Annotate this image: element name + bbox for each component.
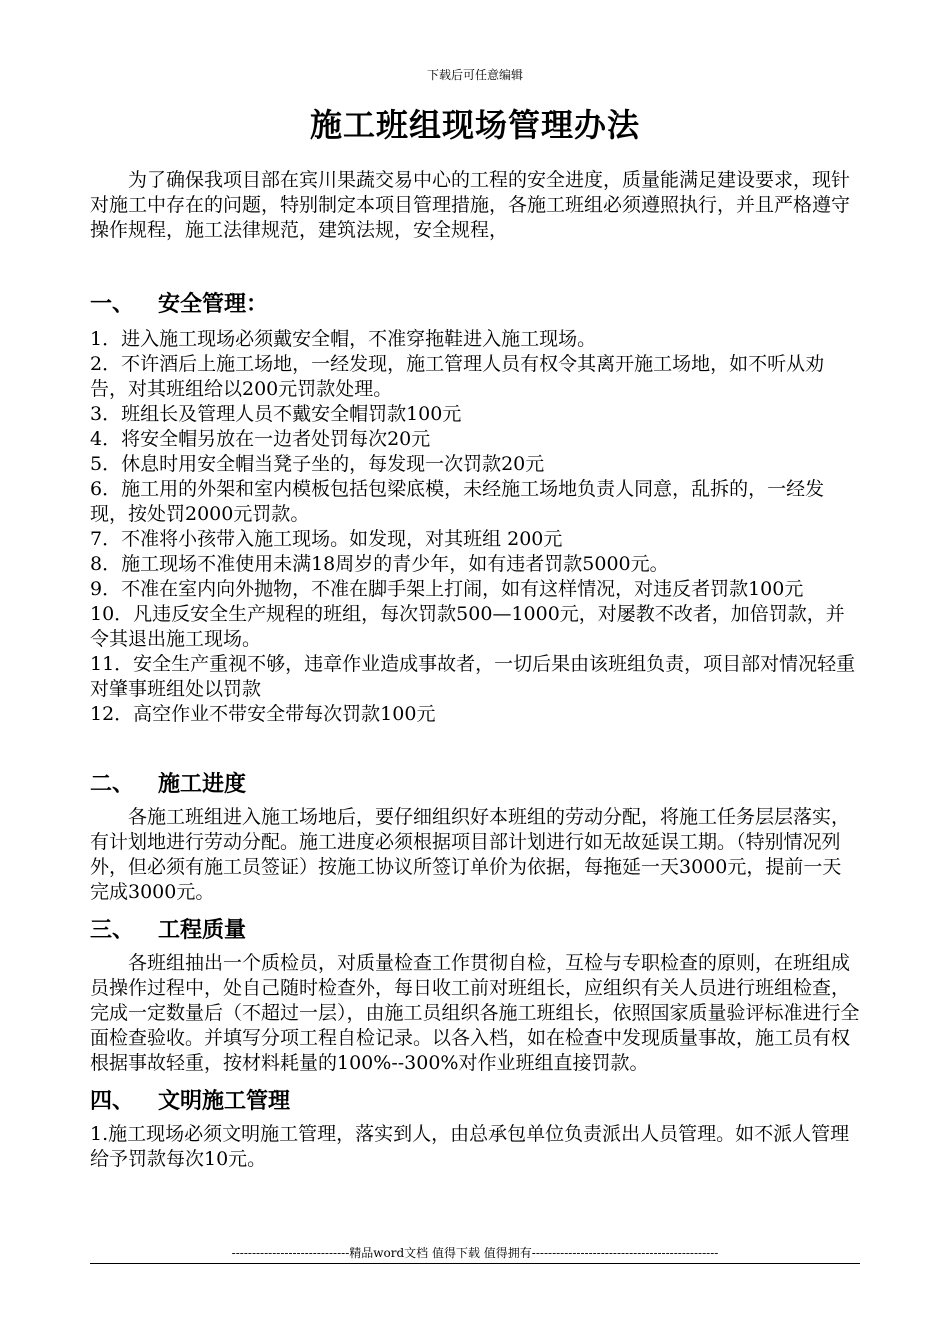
list-item: 9．不准在室内向外抛物，不准在脚手架上打闹，如有这样情况，对违反者罚款100元 [90,578,804,600]
section-heading-quality [90,915,860,945]
list-item: 11．安全生产重视不够，违章作业造成事故者，一切后果由该班组负责，项目部对情况轻重对肇事班组处以罚款 [90,653,856,700]
document-title: 施工班组现场管理办法 [309,106,640,144]
section-paragraph: 各班组抽出一个质检员，对质量检查工作贯彻自检，互检与专职检查的原则，在班组成员操作过程中，处自己随时检查外，每日收工前对班组长，应组织有关人员进行班组检查，完成一定数量后（不超过一层），由施工员组织各施工班组长，依照国家质量验评标准进行全面检查验收。并填写分项工程自检记录。以各入档，如在检查中发现质量事故，施工员有权根据事故轻重，按材料耗量的100%--300%对作业班组直接罚款。 [90,952,860,1074]
section-heading-progress [90,769,860,799]
section-number: 一、 [90,291,135,317]
list-item: 2．不许酒后上施工场地，一经发现，施工管理人员有权令其离开施工场地，如不听从劝告，对其班组给以200元罚款处理。 [90,353,825,400]
section-title: 安全管理： [158,291,269,317]
list-item: 1.施工现场必须文明施工管理，落实到人，由总承包单位负责派出人员管理。如不派人管理给予罚款每次10元。 [90,1123,850,1170]
list-item: 7．不准将小孩带入施工现场。如发现，对其班组 200元 [90,528,563,550]
section-title: 文明施工管理 [158,1088,291,1114]
section-number: 三、 [90,917,135,943]
list-item: 5．休息时用安全帽当凳子坐的，每发现一次罚款20元 [90,453,545,475]
list-item: 1．进入施工现场必须戴安全帽，不准穿拖鞋进入施工现场。 [90,328,597,350]
list-item: 10．凡违反安全生产规程的班组，每次罚款500—1000元，对屡教不改者，加倍罚款，并令其退出施工现场。 [90,603,845,650]
list-item: 6．施工用的外架和室内模板包括包梁底模，未经施工场地负责人同意，乱拆的，一经发现，按处罚2000元罚款。 [90,478,825,525]
document-body [90,168,860,1172]
section-heading-safety [90,289,860,319]
footer-note: -----------------------------精品word文档 值得下载 值得拥有---------------------------------------------- [231,1246,719,1260]
list-item: 8．施工现场不准使用未满18周岁的青少年，如有违者罚款5000元。 [90,553,669,575]
section-number: 四、 [90,1088,135,1114]
intro-paragraph: 为了确保我项目部在宾川果蔬交易中心的工程的安全进度，质量能满足建设要求，现针对施工中存在的问题，特别制定本项目管理措施，各施工班组必须遵照执行，并且严格遵守操作规程，施工法律规范，建筑法规，安全规程， [90,169,851,241]
list-item: 4．将安全帽另放在一边者处罚每次20元 [90,428,431,450]
list-item: 12．高空作业不带安全带每次罚款100元 [90,703,436,725]
section-heading-civilized [90,1086,860,1116]
section-title: 施工进度 [158,771,247,797]
section-paragraph: 各施工班组进入施工场地后，要仔细组织好本班组的劳动分配，将施工任务层层落实，有计划地进行劳动分配。施工进度必须根据项目部计划进行如无故延误工期。（特别情况列外，但必须有施工员签证）按施工协议所签订单价为依据，每拖延一天3000元，提前一天完成3000元。 [90,806,851,903]
section-title: 工程质量 [158,917,247,943]
section-number: 二、 [90,771,135,797]
list-item: 3．班组长及管理人员不戴安全帽罚款100元 [90,403,462,425]
footer-divider [90,1263,860,1264]
header-note: 下载后可任意编辑 [426,68,523,82]
